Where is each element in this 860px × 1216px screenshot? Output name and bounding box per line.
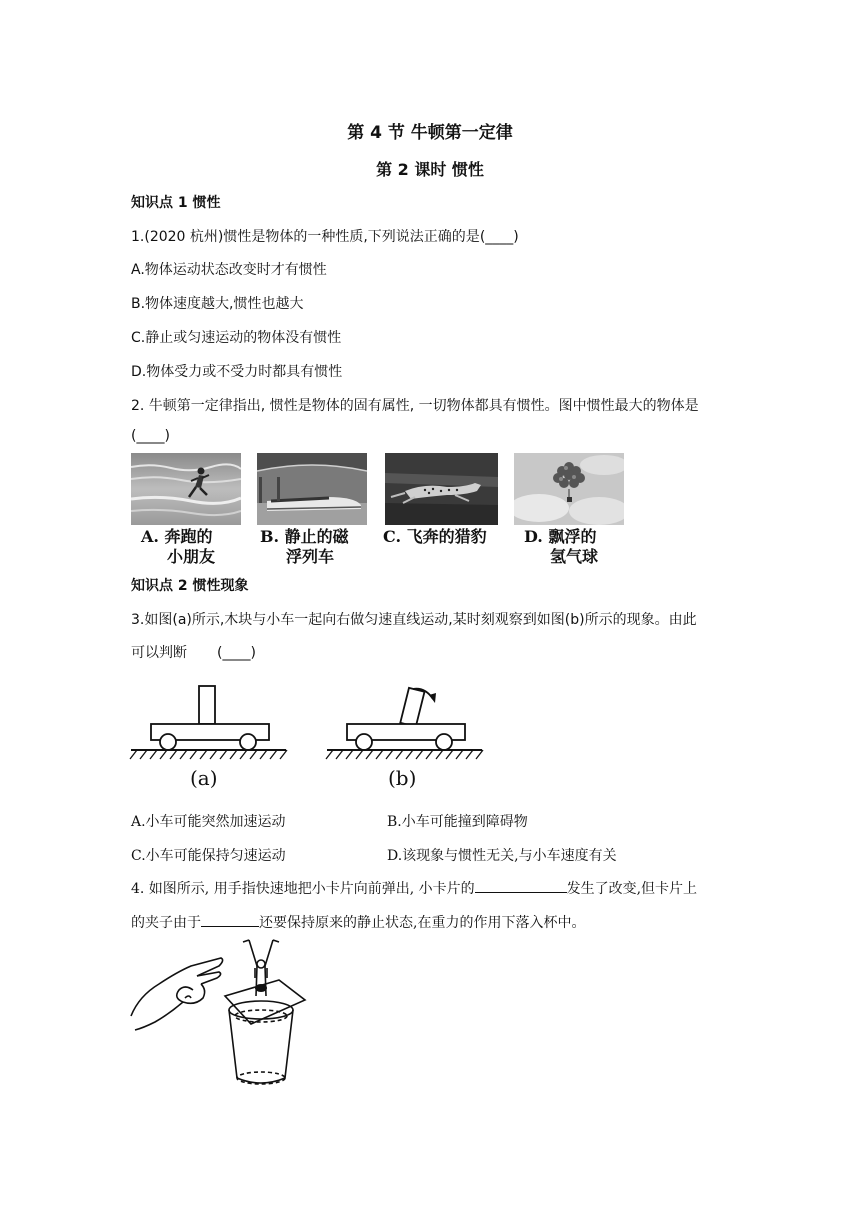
question-1-stem: 1.(2020 杭州)惯性是物体的一种性质,下列说法正确的是 bbox=[131, 229, 480, 245]
q3-option-b: B.小车可能撞到障碍物 bbox=[387, 814, 528, 830]
q1-option-d: D.物体受力或不受力时都具有惯性 bbox=[131, 364, 343, 380]
cart-figure-a bbox=[129, 683, 289, 763]
question-3-stem-line1: 3.如图(a)所示,木块与小车一起向右做匀速直线运动,某时刻观察到如图(b)所示的现象。由此 bbox=[131, 612, 697, 628]
figure-b-label: (b) bbox=[388, 766, 417, 790]
figure-a-label: (a) bbox=[190, 766, 218, 790]
q3-option-a: A.小车可能突然加速运动 bbox=[131, 814, 286, 830]
q3-option-c: C.小车可能保持匀速运动 bbox=[131, 848, 286, 864]
maglev-train-photo bbox=[257, 453, 367, 525]
question-2-stem: 2. 牛顿第一定律指出, 惯性是物体的固有属性, 一切物体都具有惯性。图中惯性最大的物体是 bbox=[131, 398, 699, 414]
section-heading-1: 知识点 1 惯性 bbox=[131, 195, 221, 211]
option-c-caption: C. 飞奔的猎豹 bbox=[383, 527, 487, 546]
section-heading-2: 知识点 2 惯性现象 bbox=[131, 578, 249, 594]
answer-bracket-2: (____) bbox=[131, 428, 170, 444]
q1-option-b: B.物体速度越大,惯性也越大 bbox=[131, 296, 304, 312]
q3-option-d: D.该现象与惯性无关,与小车速度有关 bbox=[387, 848, 617, 864]
cheetah-photo bbox=[385, 453, 498, 525]
cart-figure-b bbox=[325, 683, 485, 763]
option-a-caption: A. 奔跑的 小朋友 bbox=[141, 527, 216, 566]
answer-bracket-3: (____) bbox=[217, 645, 256, 661]
question-3-stem-line2: 可以判断 (____) bbox=[131, 645, 256, 661]
card-clip-cup-figure bbox=[129, 938, 309, 1098]
answer-bracket-1: (____) bbox=[479, 229, 519, 245]
option-d-caption: D. 飘浮的 氢气球 bbox=[524, 527, 599, 566]
question-1 bbox=[131, 226, 519, 246]
question-4-line2: 的夹子由于 还要保持原来的静止状态,在重力的作用下落入杯中。 bbox=[131, 915, 586, 931]
answer-blank-2[interactable] bbox=[201, 913, 259, 927]
answer-blank-1[interactable] bbox=[475, 879, 567, 893]
q1-option-a: A.物体运动状态改变时才有惯性 bbox=[131, 262, 327, 278]
option-b-caption: B. 静止的磁 浮列车 bbox=[260, 527, 349, 566]
question-4-line1: 4. 如图所示, 用手指快速地把小卡片向前弹出, 小卡片的 发生了改变,但卡片上 bbox=[131, 881, 698, 897]
page-title: 第 4 节 牛顿第一定律 bbox=[347, 123, 513, 143]
balloon-photo bbox=[514, 453, 624, 525]
q1-option-c: C.静止或匀速运动的物体没有惯性 bbox=[131, 330, 342, 346]
page-subtitle: 第 2 课时 惯性 bbox=[376, 160, 484, 179]
running-child-photo bbox=[131, 453, 241, 525]
